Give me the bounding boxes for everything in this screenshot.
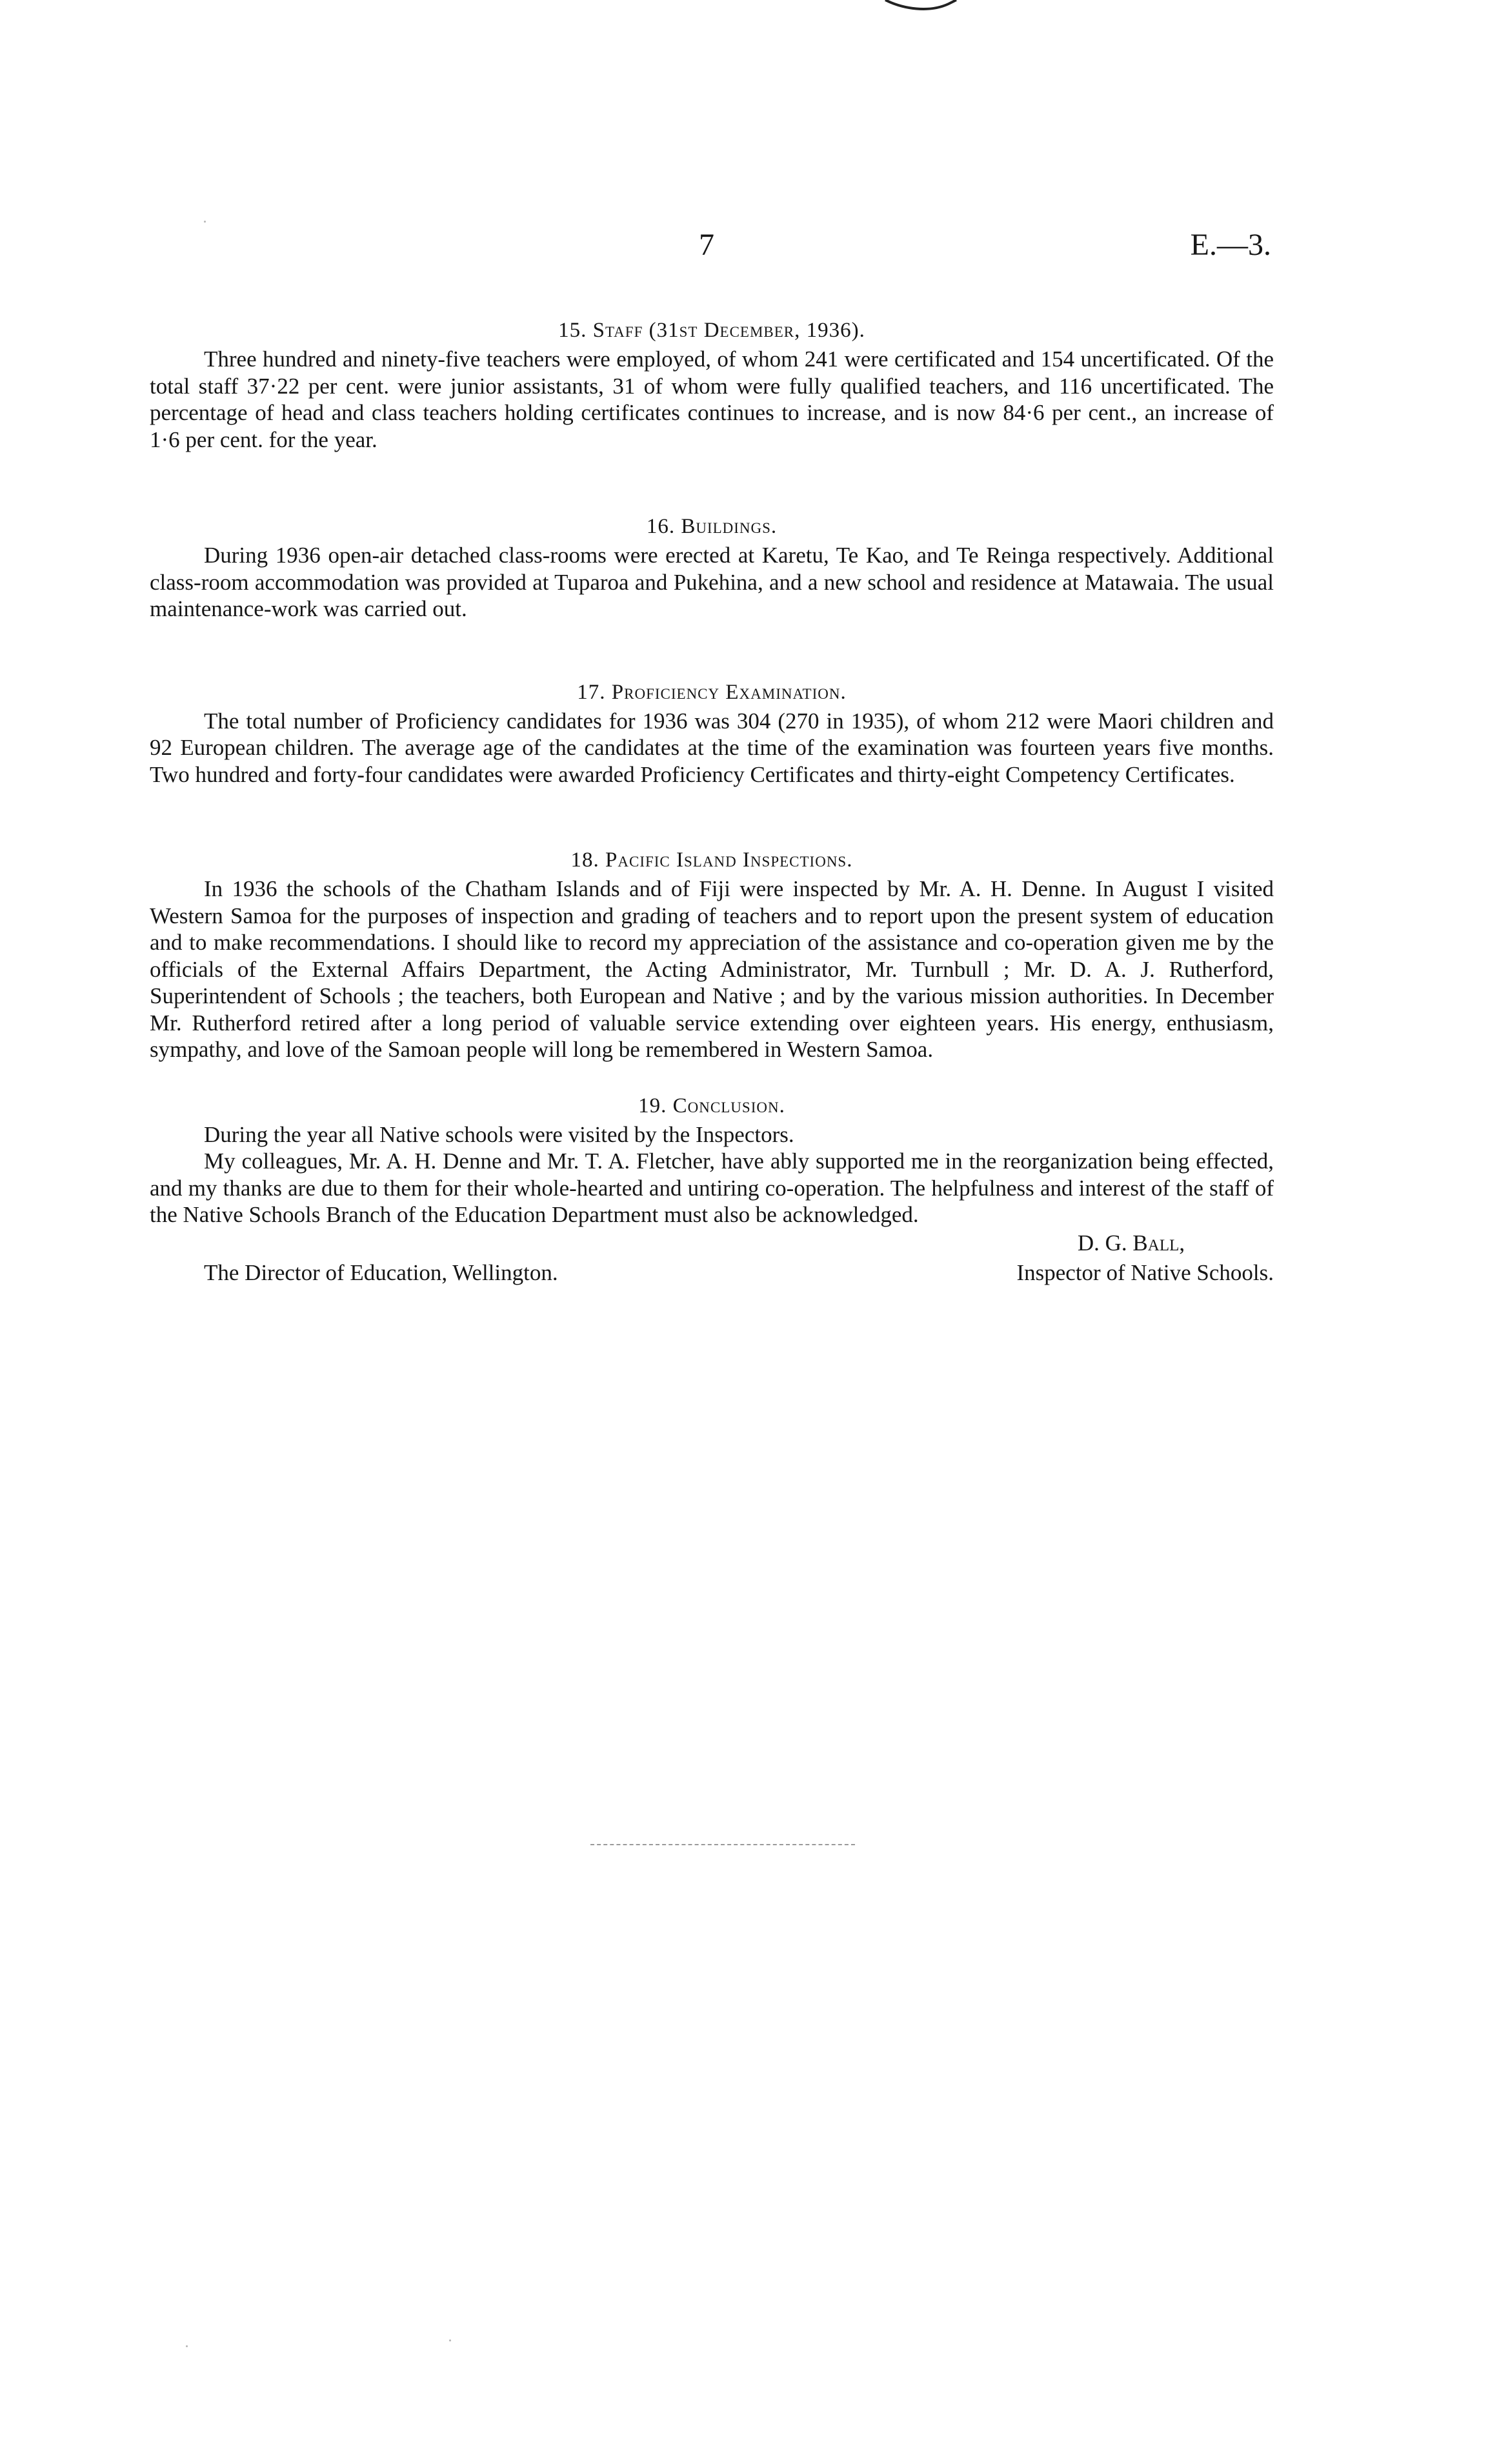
addressee: The Director of Education, Wellington.	[204, 1259, 558, 1285]
report-body	[150, 316, 1274, 1294]
signatory-title: Inspector of Native Schools.	[1016, 1259, 1274, 1285]
section-staff	[150, 316, 1274, 453]
section-proficiency-examination	[150, 678, 1274, 788]
section-paragraph: In 1936 the schools of the Chatham Islands and of Fiji were inspected by Mr. A. H. Denne. In August I visited Western Samoa for the purposes of inspection and grading of teachers and to report upon the present system of education and to make recommendations. I should like to record my appreciation of the assistance and co-operation given me by the officials of the External Affairs Department, the Acting Administrator, Mr. Turnbull ; Mr. D. A. J. Rutherford, Superintendent of Schools ; the teachers, both European and Native ; and by the various mission authorities. In December Mr. Rutherford retired after a long period of valuable service extending over eighteen years. His energy, enthusiasm, sympathy, and love of the Samoan people will long be remembered in Western Samoa.	[150, 876, 1274, 1062]
section-heading: 17. Proficiency Examination.	[577, 680, 847, 704]
section-heading: 16. Buildings.	[646, 515, 778, 538]
signatory-name: D. G. Ball,	[1077, 1230, 1185, 1256]
section-paragraph: During 1936 open-air detached class-rooms were erected at Karetu, Te Kao, and Te Reinga respectively. Additional class-room accommodation was provided at Tuparoa and Pukehina, and a new school and residence at Matawaia. The usual maintenance-work was carried out.	[150, 543, 1274, 621]
section-paragraph: My colleagues, Mr. A. H. Denne and Mr. T. A. Fletcher, have ably supported me in the reorganization being effected, and my thanks are due to them for their whole-hearted and untiring co-operation. The helpfulness and interest of the staff of the Native Schools Branch of the Education Department must also be acknowledged.	[150, 1148, 1274, 1227]
section-heading: 19. Conclusion.	[638, 1094, 785, 1117]
page-number: 7	[699, 228, 714, 262]
paper-speck	[449, 2339, 451, 2341]
paper-speck	[186, 2345, 188, 2347]
paper-speck	[204, 221, 206, 223]
section-buildings	[150, 512, 1274, 623]
section-paragraph: Three hundred and ninety-five teachers were employed, of whom 241 were certificated and 154 uncertificated. Of the total staff 37·22 per cent. were junior assistants, 31 of whom were fully qualified teachers, and 116 uncertificated. The percentage of head and class teachers holding certificates continues to increase, and is now 84·6 per cent., an increase of 1·6 per cent. for the year.	[150, 346, 1274, 452]
section-paragraph: During the year all Native schools were visited by the Inspectors.	[204, 1121, 794, 1147]
end-rule	[590, 1844, 855, 1845]
section-conclusion	[150, 1092, 1274, 1228]
page-code: E.—3.	[1190, 228, 1271, 262]
section-heading: 15. Staff (31st December, 1936).	[558, 319, 865, 342]
section-paragraph: The total number of Proficiency candidates for 1936 was 304 (270 in 1935), of whom 212 were Maori children and 92 European children. The average age of the candidates at the time of the examination was fourteen years five months. Two hundred and forty-four candidates were awarded Proficiency Certificates and thirty-eight Competency Certificates.	[150, 708, 1274, 787]
signoff-block	[150, 1230, 1274, 1294]
section-pacific-island-inspections	[150, 846, 1274, 1063]
section-heading: 18. Pacific Island Inspections.	[570, 848, 853, 872]
binding-mark	[884, 0, 974, 14]
